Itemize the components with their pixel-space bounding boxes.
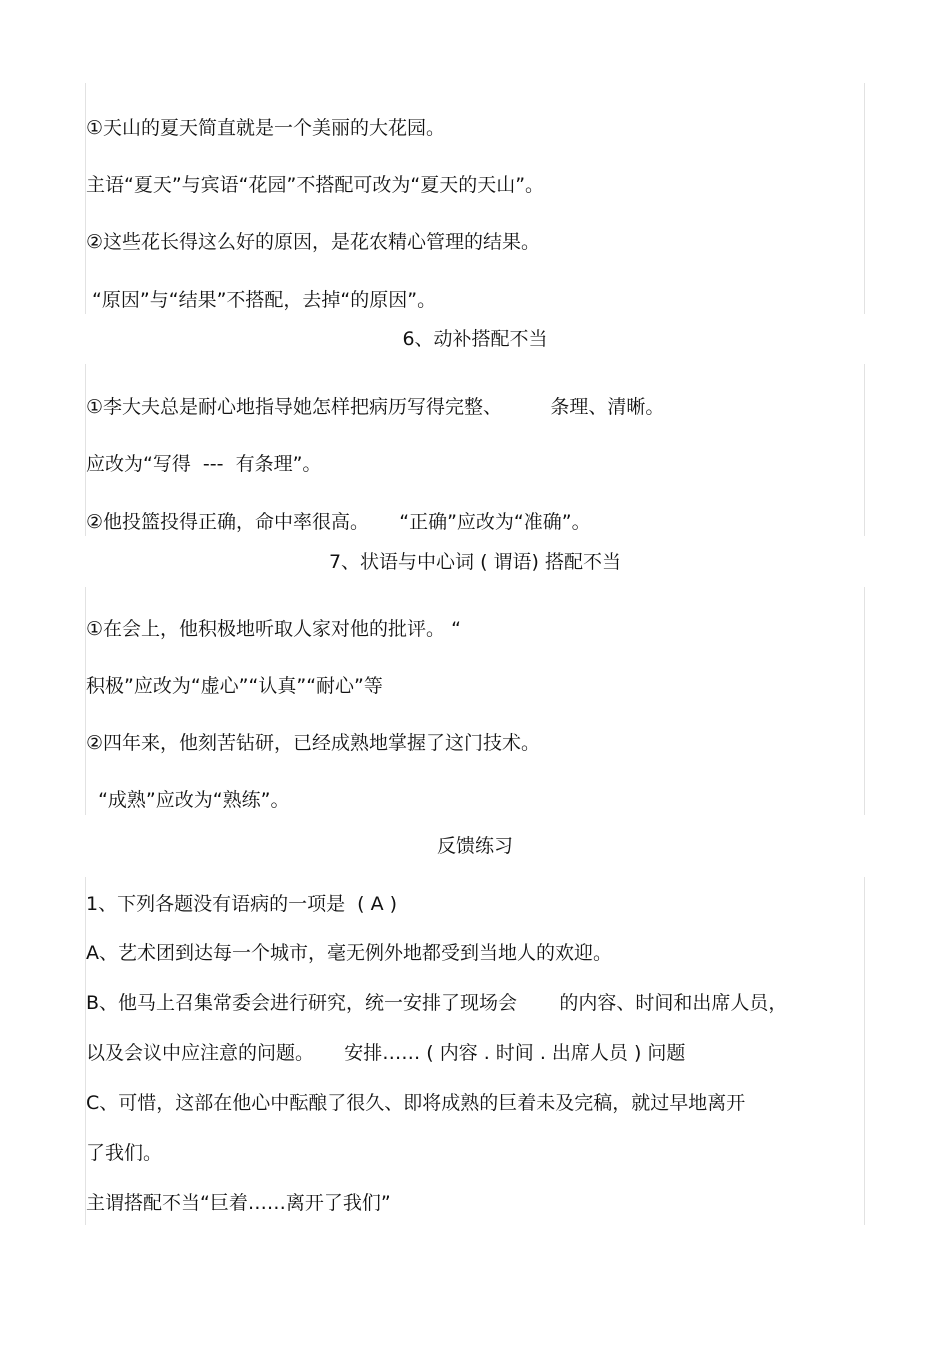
text-line: ①李大夫总是耐心地指导她怎样把病历写得完整、 条理、清晰。 [86,396,665,418]
section7-block [85,587,865,815]
section6-block [85,364,865,536]
text-line: 主语“夏天”与宾语“花园”不搭配可改为“夏天的天山”。 [86,174,545,196]
text-line: 积极”应改为“虚心”“认真”“耐心”等 [86,675,383,697]
text-line: ②他投篮投得正确，命中率很高。 “正确”应改为“准确”。 [86,511,591,533]
option-a-line: A、艺术团到达每一个城市，毫无例外地都受到当地人的欢迎。 [86,942,612,964]
option-c-line: C、可惜，这部在他心中酝酿了很久、即将成熟的巨着未及完稿，就过早地离开 [86,1092,746,1114]
text-line: 应改为“写得 --- 有条理”。 [86,453,322,475]
feedback-heading: 反馈练习 [436,835,513,857]
section6-heading: 6、动补搭配不当 [402,328,548,350]
text-line: “原因”与“结果”不搭配，去掉“的原因”。 [86,289,437,311]
note-line: 主谓搭配不当“巨着……离开了我们” [86,1192,391,1214]
text-line: ②这些花长得这么好的原因，是花农精心管理的结果。 [86,231,541,253]
text-line: ②四年来，他刻苦钻研，已经成熟地掌握了这门技术。 [86,732,541,754]
question-line: 1、下列各题没有语病的一项是 ( A ) [86,893,398,915]
option-b-cont-line: 以及会议中应注意的问题。 安排…… ( 内容 . 时间 . 出席人员 ) 问题 [86,1042,686,1064]
section5-block [85,83,865,314]
text-line: ①在会上，他积极地听取人家对他的批评。 “ [86,618,461,640]
section7-heading: 7、状语与中心词 ( 谓语) 搭配不当 [328,551,622,573]
feedback-block [85,877,865,1225]
option-b-line: B、他马上召集常委会进行研究，统一安排了现场会 的内容、时间和出席人员， [86,992,788,1014]
option-c-cont-line: 了我们。 [86,1142,163,1164]
text-line: “成熟”应改为“熟练”。 [86,789,290,811]
text-line: ①天山的夏天简直就是一个美丽的大花园。 [86,117,446,139]
